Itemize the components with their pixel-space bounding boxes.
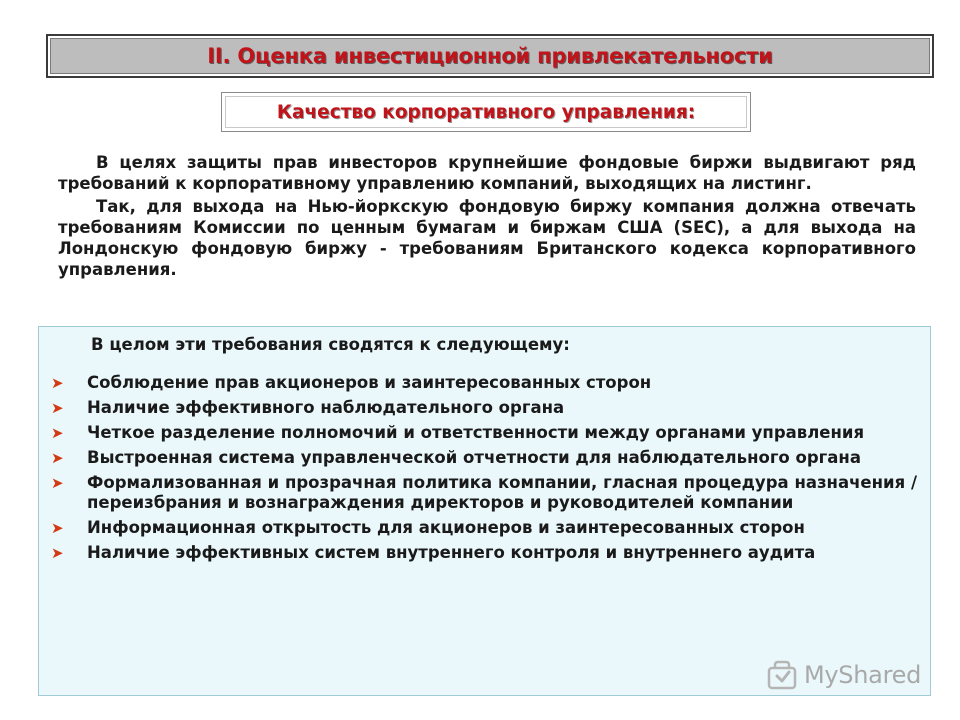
myshared-watermark[interactable] bbox=[766, 658, 921, 692]
list-item-text: Информационная открытость для акционеров и заинтересованных сторон bbox=[87, 518, 805, 537]
requirements-list bbox=[51, 373, 917, 568]
list-item bbox=[51, 373, 917, 393]
arrow-bullet-icon: ➤ bbox=[51, 474, 64, 492]
list-item-text: Четкое разделение полномочий и ответственности между органами управления bbox=[87, 423, 865, 442]
list-item-text: Соблюдение прав акционеров и заинтересованных сторон bbox=[87, 373, 652, 392]
list-item-text: Наличие эффективного наблюдательного органа bbox=[87, 398, 565, 417]
arrow-bullet-icon: ➤ bbox=[51, 374, 64, 392]
list-item bbox=[51, 518, 917, 538]
intro-paragraphs bbox=[58, 152, 916, 282]
paragraph-nyse-lse: Так, для выхода на Нью-йоркскую фондовую биржу компания должна отвечать требованиям Комиссии по ценным бумагам и биржам США (SEC), а для выхода на Лондонскую фондовую биржу - требованиям Британского кодекса корпоративного управления. bbox=[58, 197, 916, 279]
arrow-bullet-icon: ➤ bbox=[51, 544, 64, 562]
list-item bbox=[51, 543, 917, 563]
requirements-box bbox=[38, 326, 931, 696]
watermark-text: MyShared bbox=[804, 661, 922, 689]
list-item bbox=[51, 398, 917, 418]
list-item-text: Выстроенная система управленческой отчетности для наблюдательного органа bbox=[87, 448, 861, 467]
arrow-bullet-icon: ➤ bbox=[51, 519, 64, 537]
paragraph-exchange-requirements: В целях защиты прав инвесторов крупнейшие фондовые биржи выдвигают ряд требований к корпоративному управлению компаний, выходящих на листинг. bbox=[58, 153, 916, 193]
list-item bbox=[51, 473, 917, 513]
requirements-intro: В целом эти требования сводятся к следующему: bbox=[91, 335, 570, 354]
myshared-logo-icon bbox=[766, 659, 798, 691]
subtitle-box bbox=[221, 92, 751, 132]
list-item bbox=[51, 448, 917, 468]
list-item-text: Формализованная и прозрачная политика компании, гласная процедура назначения / переизбрания и вознаграждения директоров и руководителей компании bbox=[87, 473, 917, 512]
slide-subtitle: Качество корпоративного управления: bbox=[276, 101, 696, 123]
arrow-bullet-icon: ➤ bbox=[51, 399, 64, 417]
slide-title: II. Оценка инвестиционной привлекательности bbox=[207, 44, 773, 68]
list-item bbox=[51, 423, 917, 443]
title-banner bbox=[46, 34, 934, 78]
arrow-bullet-icon: ➤ bbox=[51, 449, 64, 467]
arrow-bullet-icon: ➤ bbox=[51, 424, 64, 442]
list-item-text: Наличие эффективных систем внутреннего контроля и внутреннего аудита bbox=[87, 543, 816, 562]
